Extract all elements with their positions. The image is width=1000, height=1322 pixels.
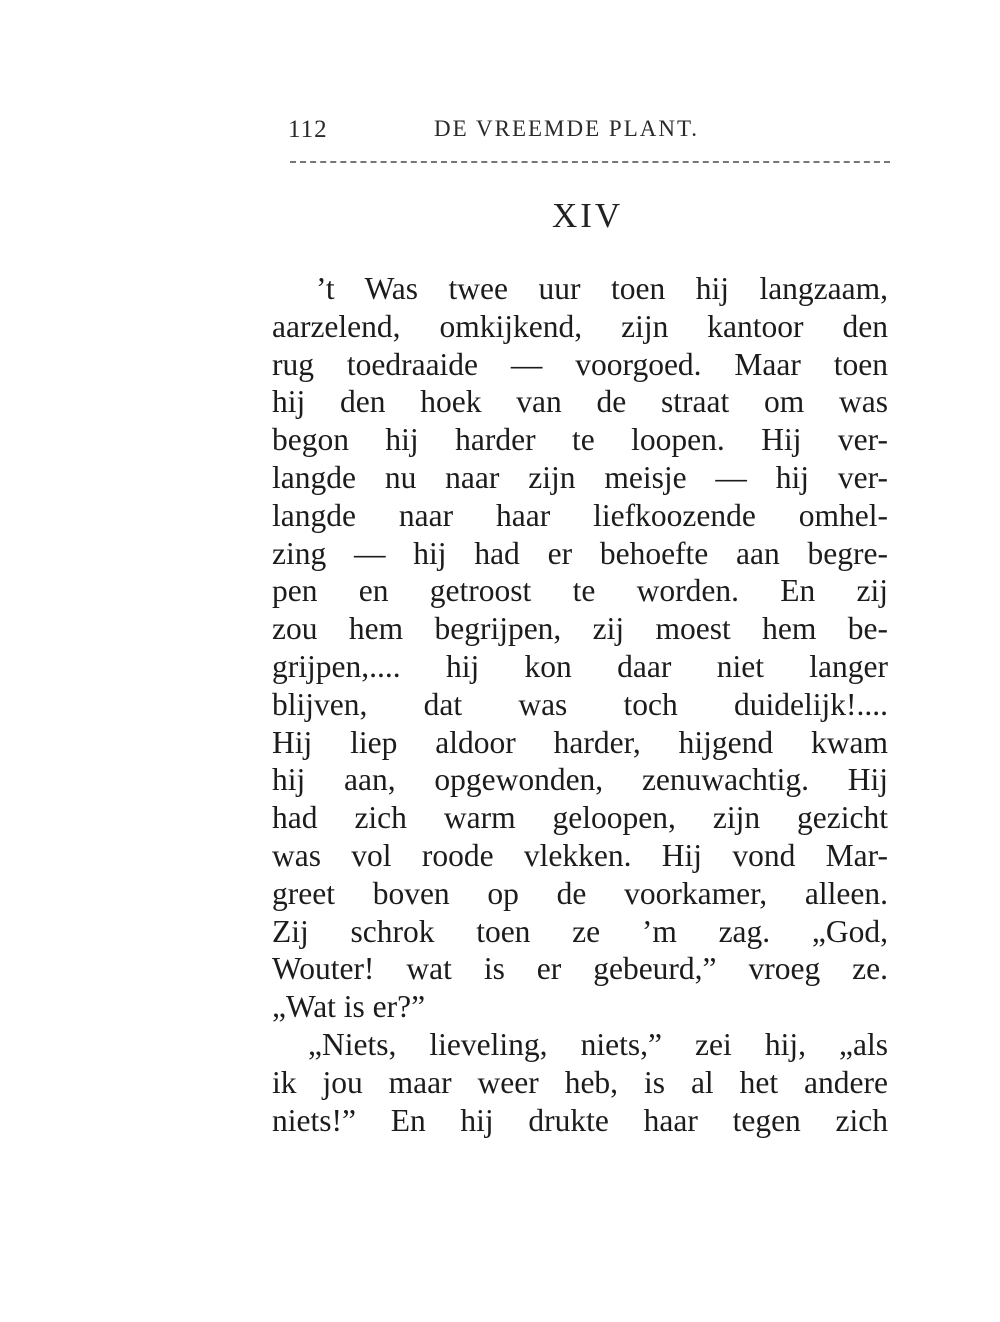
text-line: greet boven op de voorkamer, alleen. [272,875,888,911]
text-line: aarzelend, omkijkend, zijn kantoor den [272,308,888,344]
text-line: Zij schrok toen ze ’m zag. „God, [272,913,888,949]
text-line: zou hem begrijpen, zij moest hem be- [272,611,888,647]
header-rule [290,161,890,163]
text-line: niets!” En hij drukte haar tegen zich [272,1102,888,1138]
text-line: ik jou maar weer heb, is al het andere [272,1064,888,1100]
text-line: langde nu naar zijn meisje — hij ver- [272,459,888,495]
text-line: had zich warm geloopen, zijn gezicht [272,800,888,836]
running-title: DE VREEMDE PLANT. [434,116,700,141]
text-line: grijpen,.... hij kon daar niet langer [272,648,888,684]
text-line: langde naar haar liefkoozende omhel- [272,497,888,533]
text-line: rug toedraaide — voorgoed. Maar toen [272,346,888,382]
text-line: begon hij harder te loopen. Hij ver- [272,422,888,458]
text-line: pen en getroost te worden. En zij [272,573,888,609]
chapter-heading: XIV [552,196,624,235]
text-line: hij aan, opgewonden, zenuwachtig. Hij [272,762,888,798]
text-line: ’t Was twee uur toen hij langzaam, [316,271,888,306]
text-line: blijven, dat was toch duidelijk!.... [272,686,888,722]
text-line: was vol roode vlekken. Hij vond Mar- [272,837,888,873]
body-text [272,270,888,1139]
text-line: Wouter! wat is er gebeurd,” vroeg ze. [272,951,888,987]
text-line: Hij liep aldoor harder, hijgend kwam [272,724,888,760]
page-number: 112 [288,116,328,143]
text-line: zing — hij had er behoefte aan begre- [272,535,888,571]
text-line: „Wat is er?” [272,989,426,1025]
text-line: „Niets, lieveling, niets,” zei hij, „als [308,1026,888,1062]
running-head [288,112,888,152]
text-line: hij den hoek van de straat om was [272,384,888,420]
